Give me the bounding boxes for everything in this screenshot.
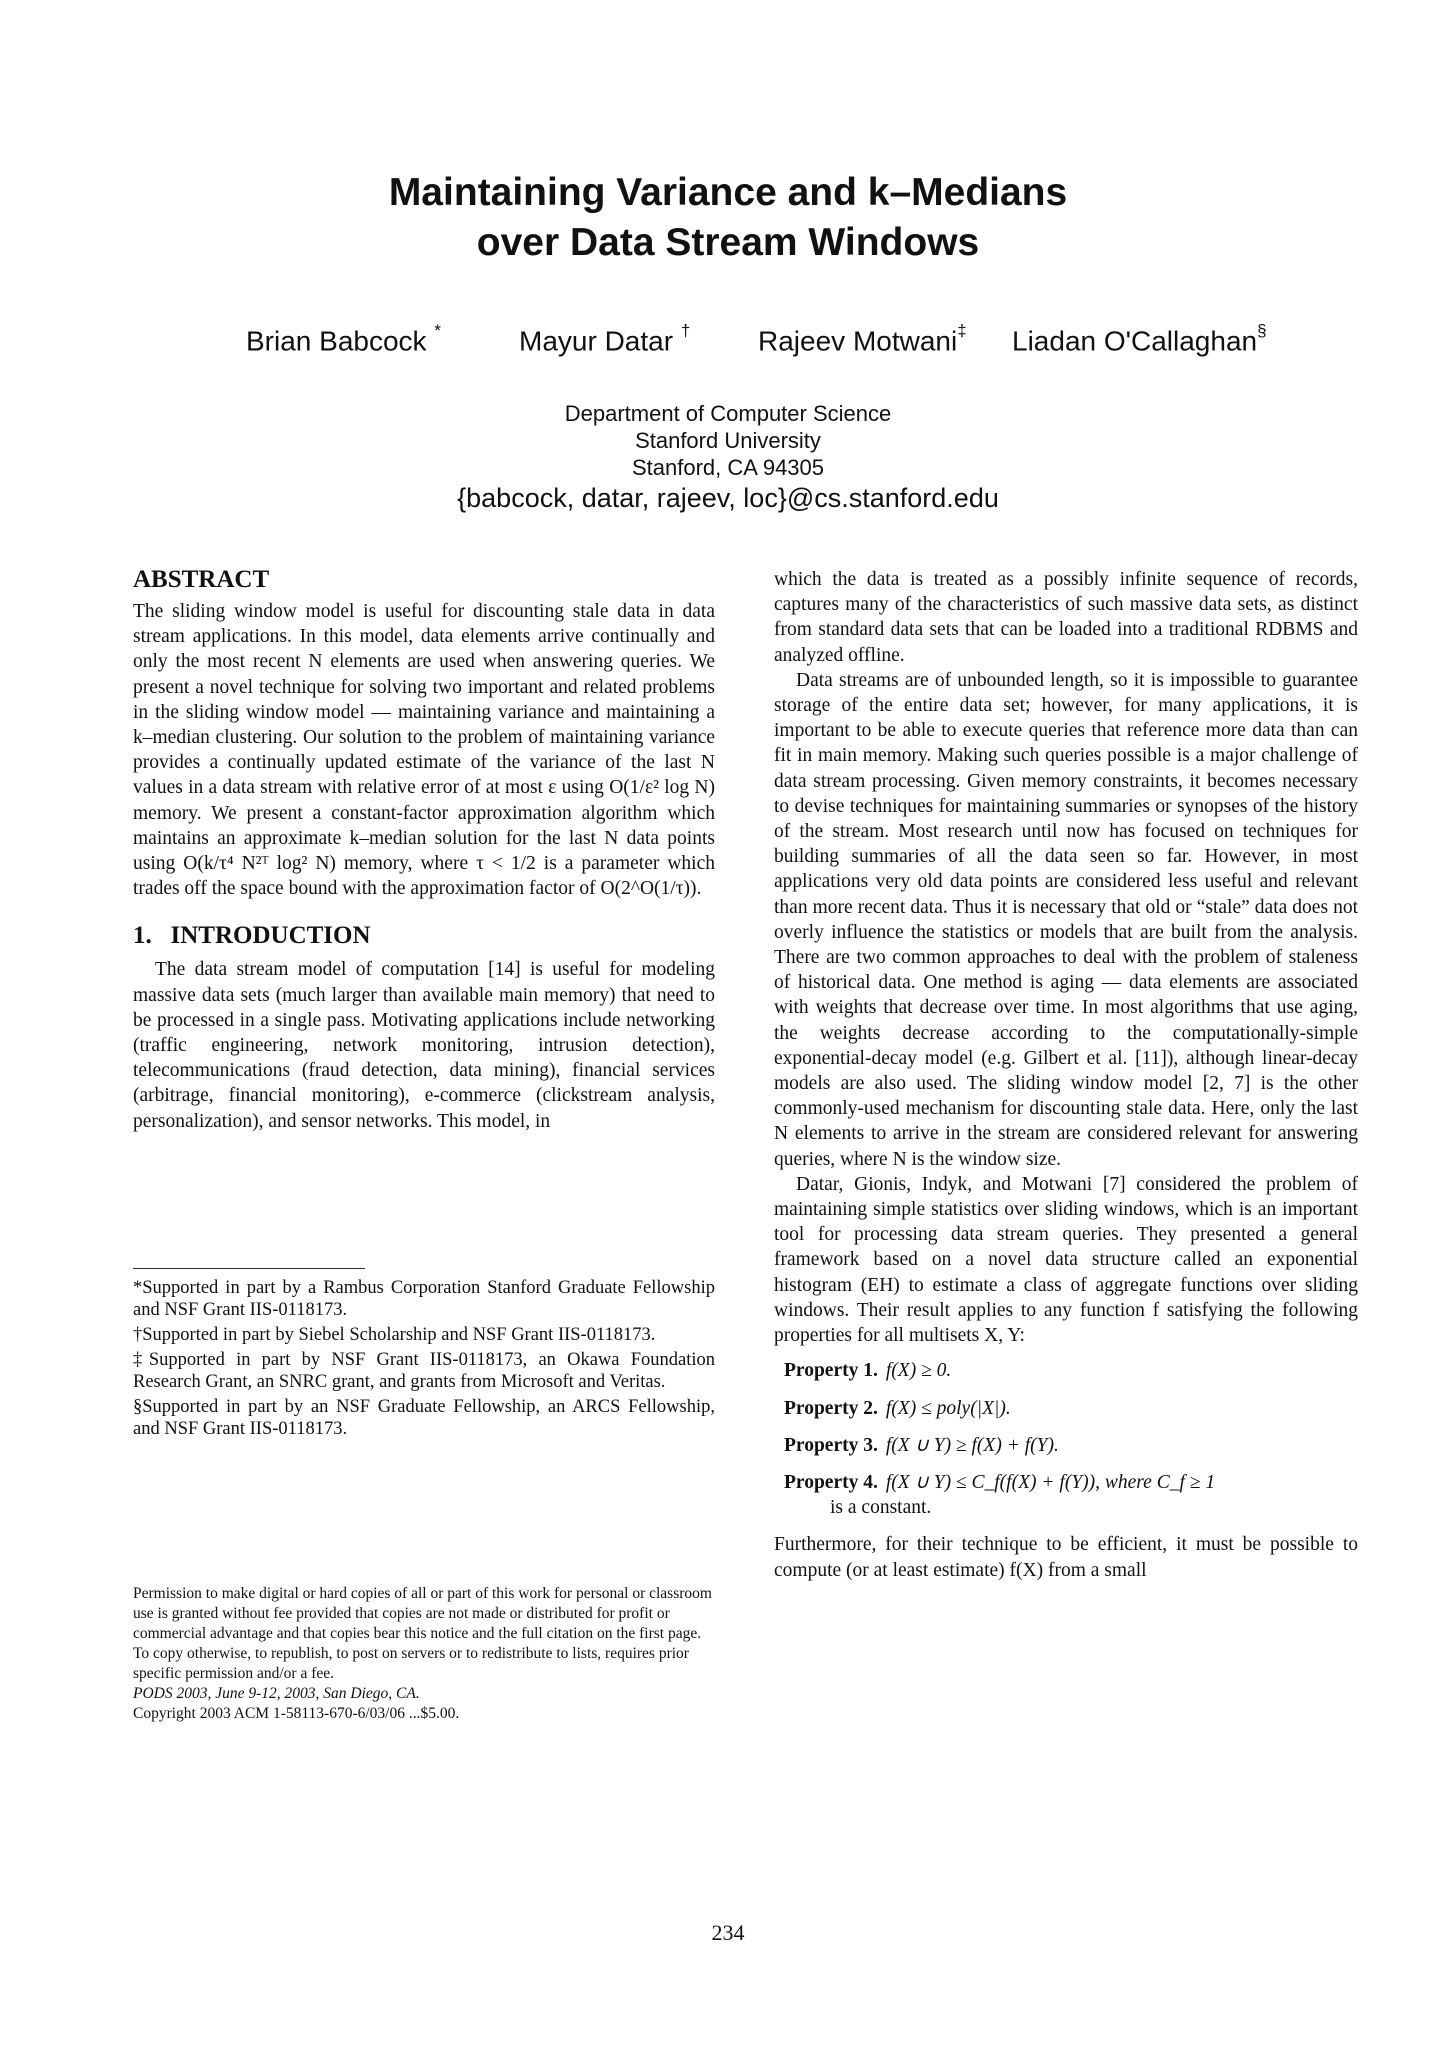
copyright-line: Copyright 2003 ACM 1-58113-670-6/03/06 ...$5.00. [133,1705,460,1722]
author-1-footnote-mark: * [434,321,441,340]
footnote-2: †Supported in part by Siebel Scholarship and NSF Grant IIS-0118173. [133,1325,656,1345]
property-2: Property 2. f(X) ≤ poly(|X|). [784,1397,1011,1419]
author-4-footnote-mark: § [1257,321,1267,340]
author-3: Rajeev Motwani‡ [758,321,967,357]
permission-block [133,1584,715,1724]
affiliation-city: Stanford, CA 94305 [631,455,825,480]
abstract-heading: ABSTRACT [133,566,270,593]
abstract-text: The sliding window model is useful for discounting stale data in data stream applications. In this model, data elements arrive continually and only the most recent N elements are used when answering queries. We present a novel technique for solving two important and related problems in the sliding window model — maintaining variance and maintaining a k–median clustering. Our solution to the problem of maintaining variance provides a continually updated estimate of the variance of the last N values in a data stream with relative error of at most ε using O(1/ε² log N) memory. We present a constant-factor approximation algorithm which maintains an approximate k–median solution for the last N data points using O(k/τ⁴ N²ᵀ log² N) memory, where τ < 1/2 is a parameter which trades off the space bound with the approximation factor of O(2^O(1/τ)). [133,601,715,900]
affiliation [0,400,1456,515]
right-paragraph-1: which the data is treated as a possibly infinite sequence of records, captures many of the characteristics of such massive data sets, as distinct from standard data sets that can be loaded into a traditional RDBMS and analyzed offline. [774,569,1358,666]
affiliation-email: {babcock, datar, rajeev, loc}@cs.stanford.edu [457,483,999,513]
left-column [133,565,715,1134]
author-2-footnote-mark: † [680,321,691,340]
intro-paragraph-1: The data stream model of computation [14] is useful for modeling massive data sets (much larger than available main memory) that need to be processed in a single pass. Motivating applications include networking (traffic engineering, network monitoring, intrusion detection), telecommunications (fraud detection, data mining), financial services (arbitrage, financial monitoring), e-commerce (clickstream analysis, personalization), and sensor networks. This model, in [133,959,715,1132]
author-2: Mayur Datar † [519,321,691,357]
right-paragraph-4: Furthermore, for their technique to be efficient, it must be possible to compute (or at least estimate) f(X) from a small [774,1534,1358,1581]
author-list [0,321,1456,375]
footnote-3: ‡Supported in part by NSF Grant IIS-0118173, an Okawa Foundation Research Grant, an SNRC grant, and grants from Microsoft and Veritas. [133,1350,715,1392]
property-3: Property 3. f(X ∪ Y) ≥ f(X) + f(Y). [784,1434,1059,1456]
footnote-rule [133,1268,365,1269]
author-3-footnote-mark: ‡ [957,321,967,340]
author-1: Brian Babcock * [246,321,441,357]
footnotes [133,1268,715,1443]
title-line-2: over Data Stream Windows [476,221,980,264]
affiliation-dept: Department of Computer Science [564,401,892,426]
affiliation-university: Stanford University [635,428,821,453]
page-number: 234 [711,1920,745,1945]
right-column [774,567,1358,1583]
property-1: Property 1. f(X) ≥ 0. [784,1360,952,1382]
footnote-4: §Supported in part by an NSF Graduate Fellowship, an ARCS Fellowship, and NSF Grant IIS-0118173. [133,1397,715,1439]
right-paragraph-3: Datar, Gionis, Indyk, and Motwani [7] considered the problem of maintaining simple statistics over sliding windows, which is an important tool for processing data stream queries. They presented a general framework based on a novel data structure called an exponential histogram (EH) to estimate a class of aggregate functions over sliding windows. Their result applies to any function f satisfying the following properties for all multisets X, Y: [774,1173,1358,1347]
permission-text: Permission to make digital or hard copies of all or part of this work for personal or classroom use is granted without fee provided that copies are not made or distributed for profit or commercial advantage and that copies bear this notice and the full citation on the first page. To copy otherwise, to republish, to post on servers or to redistribute to lists, requires prior specific permission and/or a fee. [133,1585,712,1682]
author-4: Liadan O'Callaghan§ [1012,321,1267,357]
property-4-continuation: is a constant. [830,1497,932,1519]
paper-title [0,168,1456,268]
property-4: Property 4. f(X ∪ Y) ≤ C_f(f(X) + f(Y)), where C_f ≥ 1 is a constant. [784,1471,1216,1519]
footnote-1: *Supported in part by a Rambus Corporation Stanford Graduate Fellowship and NSF Grant IIS-0118173. [133,1278,715,1320]
intro-heading: 1. INTRODUCTION [133,922,371,950]
venue-line: PODS 2003, June 9-12, 2003, San Diego, CA. [133,1685,420,1702]
title-line-1: Maintaining Variance and k–Medians [388,171,1068,214]
right-paragraph-2: Data streams are of unbounded length, so it is impossible to guarantee storage of the entire data set; however, for many applications, it is important to be able to execute queries that reference more data than can fit in main memory. Making such queries possible is a major challenge of data stream processing. Given memory constraints, it becomes necessary to devise techniques for maintaining summaries or synopses of the history of the stream. Most research until now has focused on techniques for building summaries of all the data seen so far. However, in most applications very old data points are considered less useful and relevant than more recent data. Thus it is necessary that old or “stale” data does not overly influence the statistics or models that are built from the analysis. There are two common approaches to deal with the problem of staleness of historical data. One method is aging — data elements are associated with weights that decrease over time. In most algorithms that use aging, the weights decrease according to the computationally-simple exponential-decay model (e.g. Gilbert et al. [11]), although linear-decay models are also used. The sliding window model [2, 7] is the other commonly-used mechanism for discounting stale data. Here, only the last N elements to arrive in the stream are considered relevant for answering queries, where N is the window size. [774,669,1358,1170]
